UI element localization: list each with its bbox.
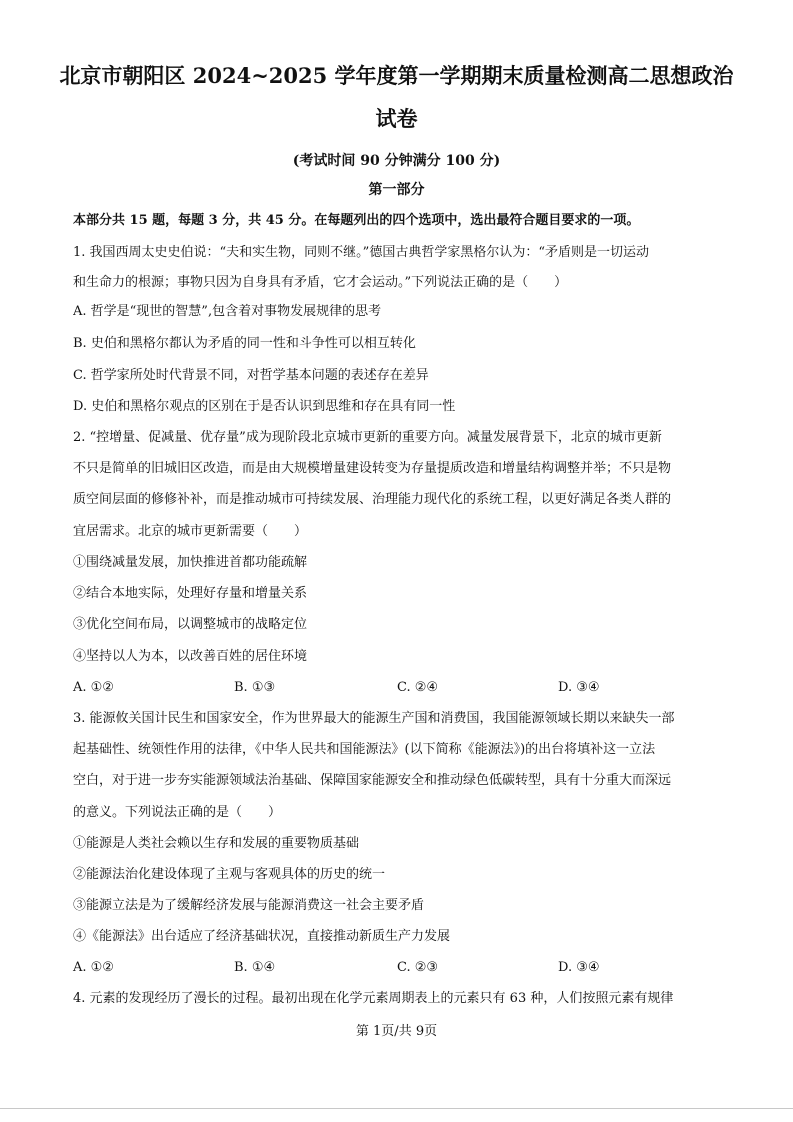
question-3-option-d: D. ③④	[558, 960, 600, 975]
exam-title: 北京市朝阳区 2024~2025 学年度第一学期期末质量检测高二思想政治	[59, 63, 734, 88]
question-2-option-a: A. ①②	[73, 680, 114, 695]
question-3-statement-1: ①能源是人类社会赖以生存和发展的重要物质基础	[73, 836, 360, 851]
question-2-option-b: B. ①③	[234, 680, 276, 695]
question-3-stem-line: 的意义。下列说法正确的是（ ）	[73, 805, 282, 820]
section-instructions: 本部分共 15 题，每题 3 分，共 45 分。在每题列出的四个选项中，选出最符合题目要求的一项。	[73, 213, 640, 228]
question-1-option-a: A. 哲学是“现世的智慧”,包含着对事物发展规律的思考	[73, 304, 382, 319]
question-1-option-d: D. 史伯和黑格尔观点的区别在于是否认识到思维和存在具有同一性	[73, 399, 456, 414]
question-3-statement-4: ④《能源法》出台适应了经济基础状况，直接推动新质生产力发展	[73, 929, 451, 944]
question-3-stem-line: 起基础性、统领性作用的法律，《中华人民共和国能源法》(以下简称《能源法》)的出台将填补这一立法	[73, 742, 656, 757]
question-3-statement-3: ③能源立法是为了缓解经济发展与能源消费这一社会主要矛盾	[73, 898, 425, 913]
question-2-statement-2: ②结合本地实际，处理好存量和增量关系	[73, 586, 308, 601]
question-3-option-a: A. ①②	[73, 960, 114, 975]
question-2-stem-line: 宜居需求。北京的城市更新需要（ ）	[73, 524, 308, 539]
question-3-stem-line: 空白，对于进一步夯实能源领域法治基础、保障国家能源安全和推动绿色低碳转型，具有十分重大而深远	[73, 773, 672, 788]
question-1-stem-line: 和生命力的根源；事物只因为自身具有矛盾，它才会运动。”下列说法正确的是（ ）	[73, 275, 568, 290]
page-bottom-divider	[0, 1108, 793, 1109]
question-4-stem-line: 4. 元素的发现经历了漫长的过程。最初出现在化学元素周期表上的元素只有 63 种，人们按照元素有规律	[73, 991, 674, 1006]
question-2-stem-line: 质空间层面的修修补补，而是推动城市可持续发展、治理能力现代化的系统工程，以更好满足各类人群的	[73, 492, 672, 507]
exam-duration-note: (考试时间 90 分钟满分 100 分)	[292, 153, 501, 169]
question-3-option-b: B. ①④	[234, 960, 276, 975]
question-2-stem-line: 2. “控增量、促减量、优存量”成为现阶段北京城市更新的重要方向。减量发展背景下，北京的城市更新	[73, 430, 662, 445]
question-2-statement-3: ③优化空间布局，以调整城市的战略定位	[73, 617, 308, 632]
question-3-statement-2: ②能源法治化建设体现了主观与客观具体的历史的统一	[73, 867, 386, 882]
question-1-option-b: B. 史伯和黑格尔都认为矛盾的同一性和斗争性可以相互转化	[73, 336, 416, 351]
section-heading: 第一部分	[368, 182, 425, 198]
question-2-statement-1: ①围绕减量发展，加快推进首都功能疏解	[73, 555, 308, 570]
question-3-option-c: C. ②③	[397, 960, 439, 975]
question-2-option-c: C. ②④	[397, 680, 439, 695]
exam-title-continued: 试卷	[375, 106, 418, 131]
question-2-option-d: D. ③④	[558, 680, 600, 695]
question-1-option-c: C. 哲学家所处时代背景不同，对哲学基本问题的表述存在差异	[73, 368, 429, 383]
question-1-stem-line: 1. 我国西周太史史伯说：“夫和实生物，同则不继。”德国古典哲学家黑格尔认为：“矛盾则是一切运动	[73, 245, 649, 260]
question-2-statement-4: ④坚持以人为本，以改善百姓的居住环境	[73, 649, 308, 664]
question-2-stem-line: 不只是简单的旧城旧区改造，而是由大规模增量建设转变为存量提质改造和增量结构调整并举；不只是物	[73, 461, 672, 476]
page-number: 第 1页/共 9页	[355, 1024, 438, 1039]
question-3-stem-line: 3. 能源攸关国计民生和国家安全，作为世界最大的能源生产国和消费国，我国能源领域长期以来缺失一部	[73, 711, 675, 726]
